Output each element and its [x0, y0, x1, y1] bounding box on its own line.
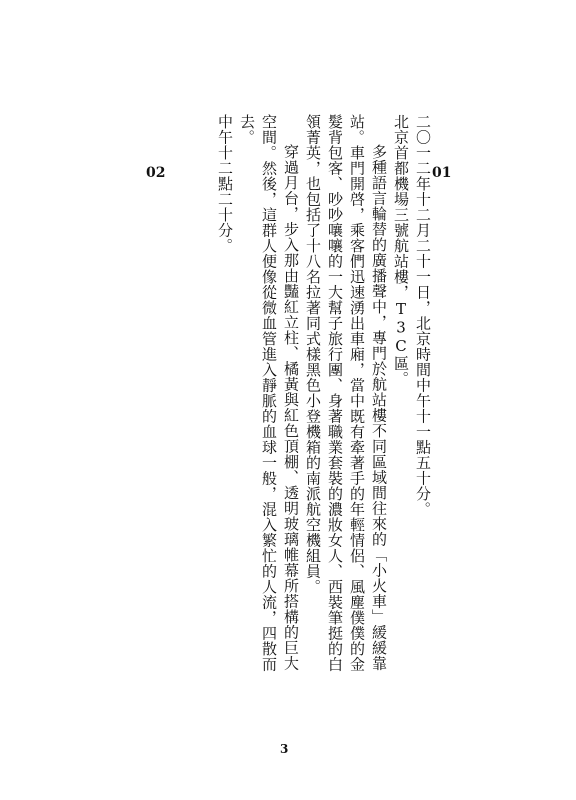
paragraph-section-02-time: 中午十二點二十分。: [216, 114, 234, 254]
section-number-02: 02: [146, 165, 166, 181]
paragraph-location: 北京首都機場三號航站樓，T3C區。: [392, 114, 410, 387]
paragraph-crowd: 穿過月台，步入那由豔紅立柱、橘黃與紅色頂棚、透明玻璃帷幕所搭構的巨大空間。然後，這群人便像從微血管進入靜脈的血球一般，混入繁忙的人流，四散而去。: [238, 114, 300, 672]
paragraph-date: 二〇一二年十二月二十一日，北京時間中午十一點五十分。: [414, 114, 432, 517]
section-number-01: 01: [432, 165, 452, 181]
page-number: 3: [280, 742, 289, 756]
vertical-text-body: [192, 114, 434, 674]
paragraph-train-arrival: 多種語言輪替的廣播聲中，專門於航站樓不同區域間往來的「小火車」緩緩靠站。車門開啓，乘客們迅速湧出車廂，當中既有牽著手的年輕情侶、風塵僕僕的金髮背包客、吵吵嚷嚷的一大幫子旅行團、身著職業套裝的濃妝女人、西裝筆挺的白領菁英，也包括了十八名拉著同式樣黑色小登機箱的南派航空機組員。: [304, 114, 388, 672]
